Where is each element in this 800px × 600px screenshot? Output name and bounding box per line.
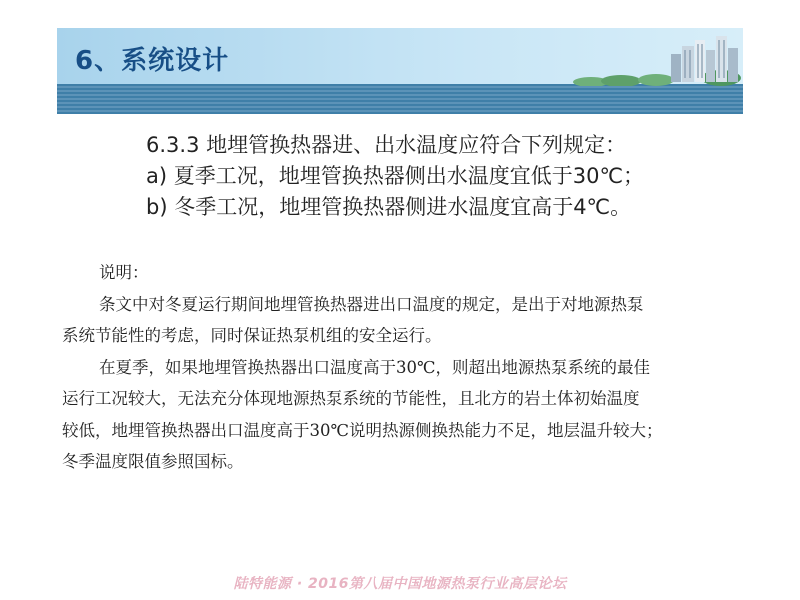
spec-item-winter: b) 冬季工况，地埋管换热器侧进水温度宜高于4℃。: [146, 195, 632, 219]
explanation-label: 说明：: [99, 263, 149, 282]
explanation-block: [62, 257, 742, 478]
spec-item-summer: a) 夏季工况，地埋管换热器侧出水温度宜低于30℃；: [146, 164, 645, 188]
paragraph-line: 冬季温度限值参照国标。: [62, 452, 244, 471]
paragraph-line: 在夏季，如果地埋管换热器出口温度高于30℃，则超出地源热泵系统的最佳: [99, 357, 650, 377]
page-title: 6、系统设计: [75, 46, 230, 76]
banner-stripes: [57, 84, 743, 114]
paragraph-line: 较低，地埋管换热器出口温度高于30℃说明热源侧换热能力不足，地层温升较大；: [62, 420, 663, 440]
header-banner: [57, 28, 743, 118]
spec-heading: 6.3.3 地埋管换热器进、出水温度应符合下列规定：: [146, 133, 627, 157]
footer-caption: 陆特能源 · 2016第八届中国地源热泵行业高层论坛: [233, 576, 567, 592]
paragraph-line: 条文中对冬夏运行期间地埋管换热器进出口温度的规定，是出于对地源热泵: [99, 294, 644, 314]
city-skyline-icon: [571, 34, 741, 86]
spec-block: [146, 130, 706, 223]
paragraph-line: 系统节能性的考虑，同时保证热泵机组的安全运行。: [62, 326, 442, 345]
paragraph-line: 运行工况较大，无法充分体现地源热泵系统的节能性，且北方的岩土体初始温度: [62, 389, 640, 408]
